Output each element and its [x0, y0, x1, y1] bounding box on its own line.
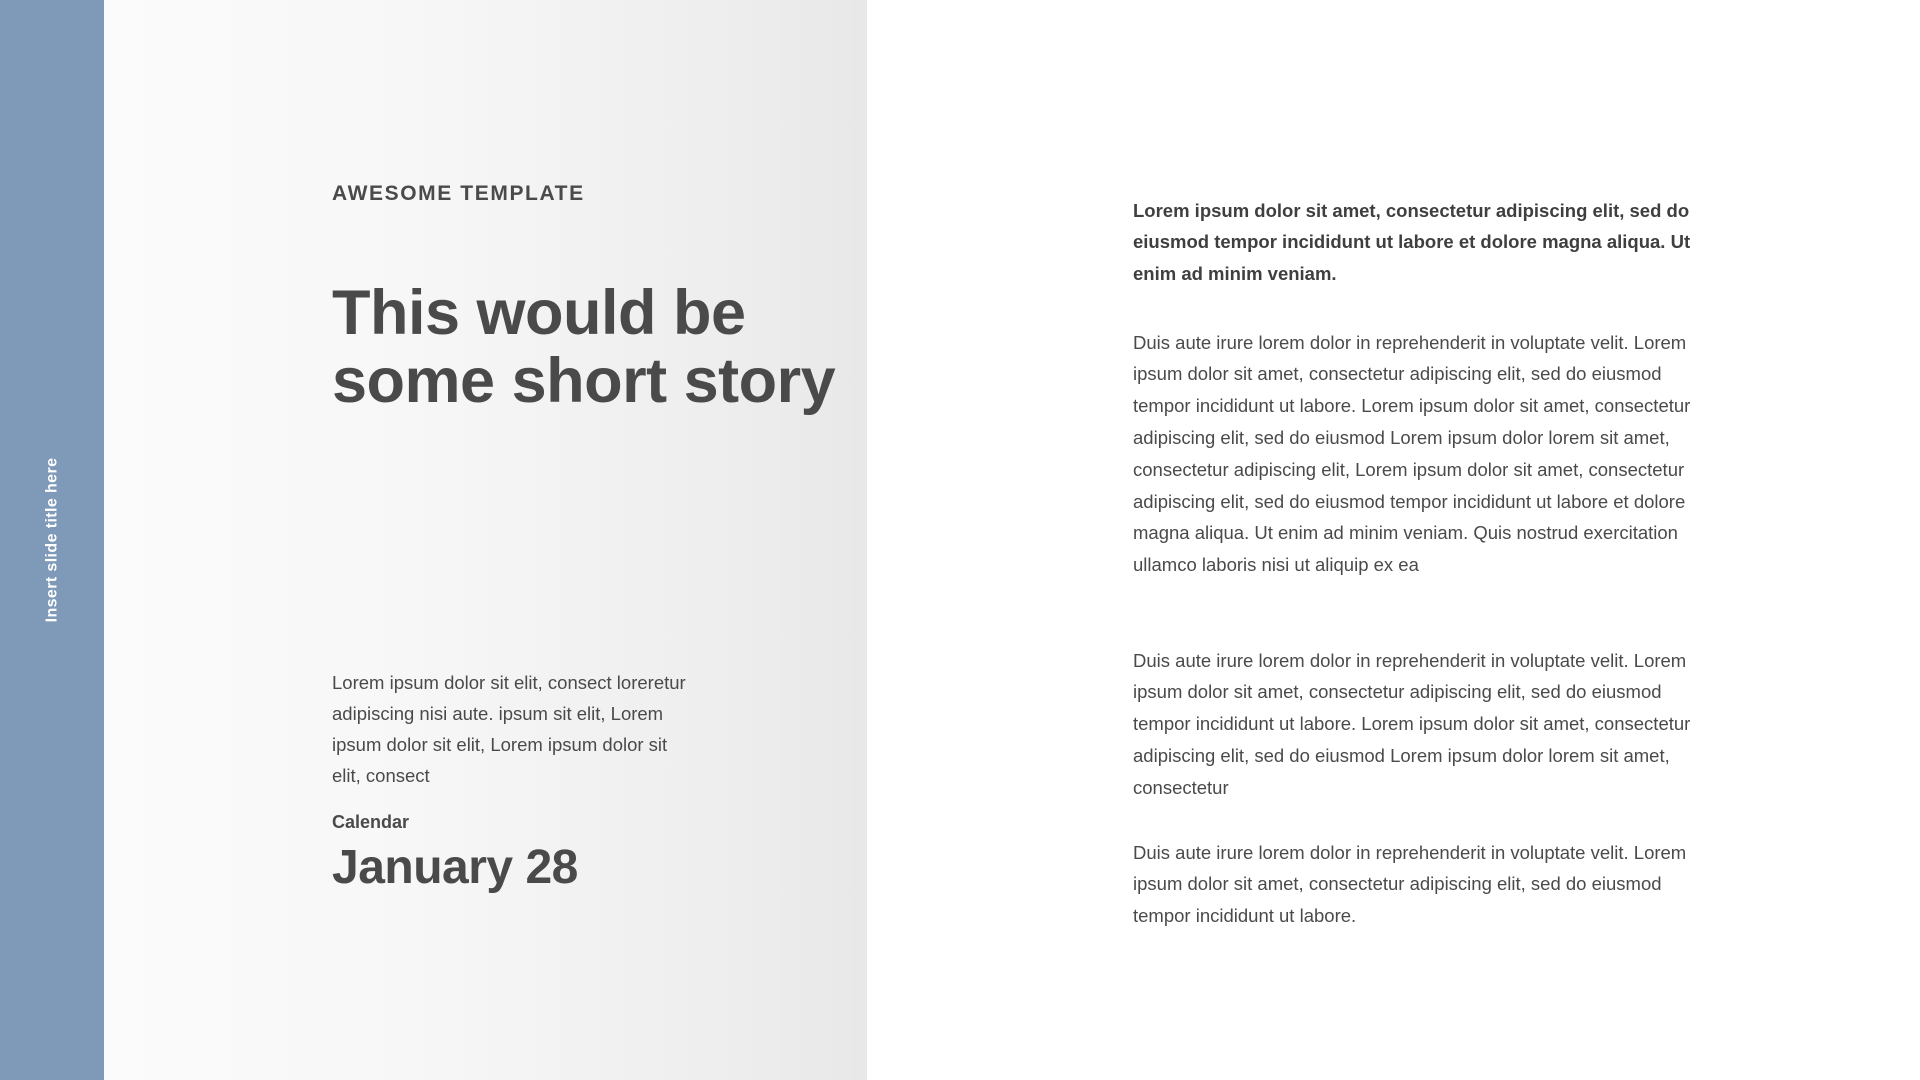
page-title: This would be some short story	[332, 278, 836, 416]
eyebrow-text: AWESOME TEMPLATE	[332, 182, 585, 205]
lead-paragraph: Lorem ipsum dolor sit elit, consect loreretur adipiscing nisi aute. ipsum sit elit, Lorem ipsum dolor sit elit, Lorem ipsum dolor sit elit, consect	[332, 671, 686, 786]
right-text-column	[1133, 0, 1703, 1080]
right-body-paragraph-2: Duis aute irure lorem dolor in reprehenderit in voluptate velit. Lorem ipsum dolor sit amet, consectetur adipiscing elit, sed do eiusmod tempor incididunt ut labore. Lorem ipsum dolor sit amet, consectetur adipiscing elit, sed do eiusmod Lorem ipsum dolor lorem sit amet, consectetur	[1133, 649, 1691, 798]
right-intro-paragraph: Lorem ipsum dolor sit amet, consectetur adipiscing elit, sed do eiusmod tempor incididunt ut labore et dolore magna aliqua. Ut enim ad minim veniam.	[1133, 199, 1691, 285]
right-body-paragraph-1: Duis aute irure lorem dolor in reprehenderit in voluptate velit. Lorem ipsum dolor sit amet, consectetur adipiscing elit, sed do eiusmod tempor incididunt ut labore. Lorem ipsum dolor sit amet, consectetur adipiscing elit, sed do eiusmod Lorem ipsum dolor lorem sit amet, consectetur adipiscing elit, Lorem ipsum dolor sit amet, consectetur adipiscing elit, sed do eiusmod tempor incididunt ut labore et dolore magna aliqua. Ut enim ad minim veniam. Quis nostrud exercitation ullamco laboris nisi ut aliquip ex ea	[1133, 331, 1691, 576]
left-content-block	[332, 0, 852, 1080]
left-gradient-panel	[104, 0, 867, 1080]
calendar-date: January 28	[332, 841, 578, 894]
calendar-label: Calendar	[332, 812, 410, 832]
slide-title-label: Insert slide title here	[43, 457, 60, 623]
slide-title-sidebar	[0, 0, 104, 1080]
right-body-paragraph-3: Duis aute irure lorem dolor in reprehenderit in voluptate velit. Lorem ipsum dolor sit amet, consectetur adipiscing elit, sed do eiusmod tempor incididunt ut labore.	[1133, 841, 1687, 927]
